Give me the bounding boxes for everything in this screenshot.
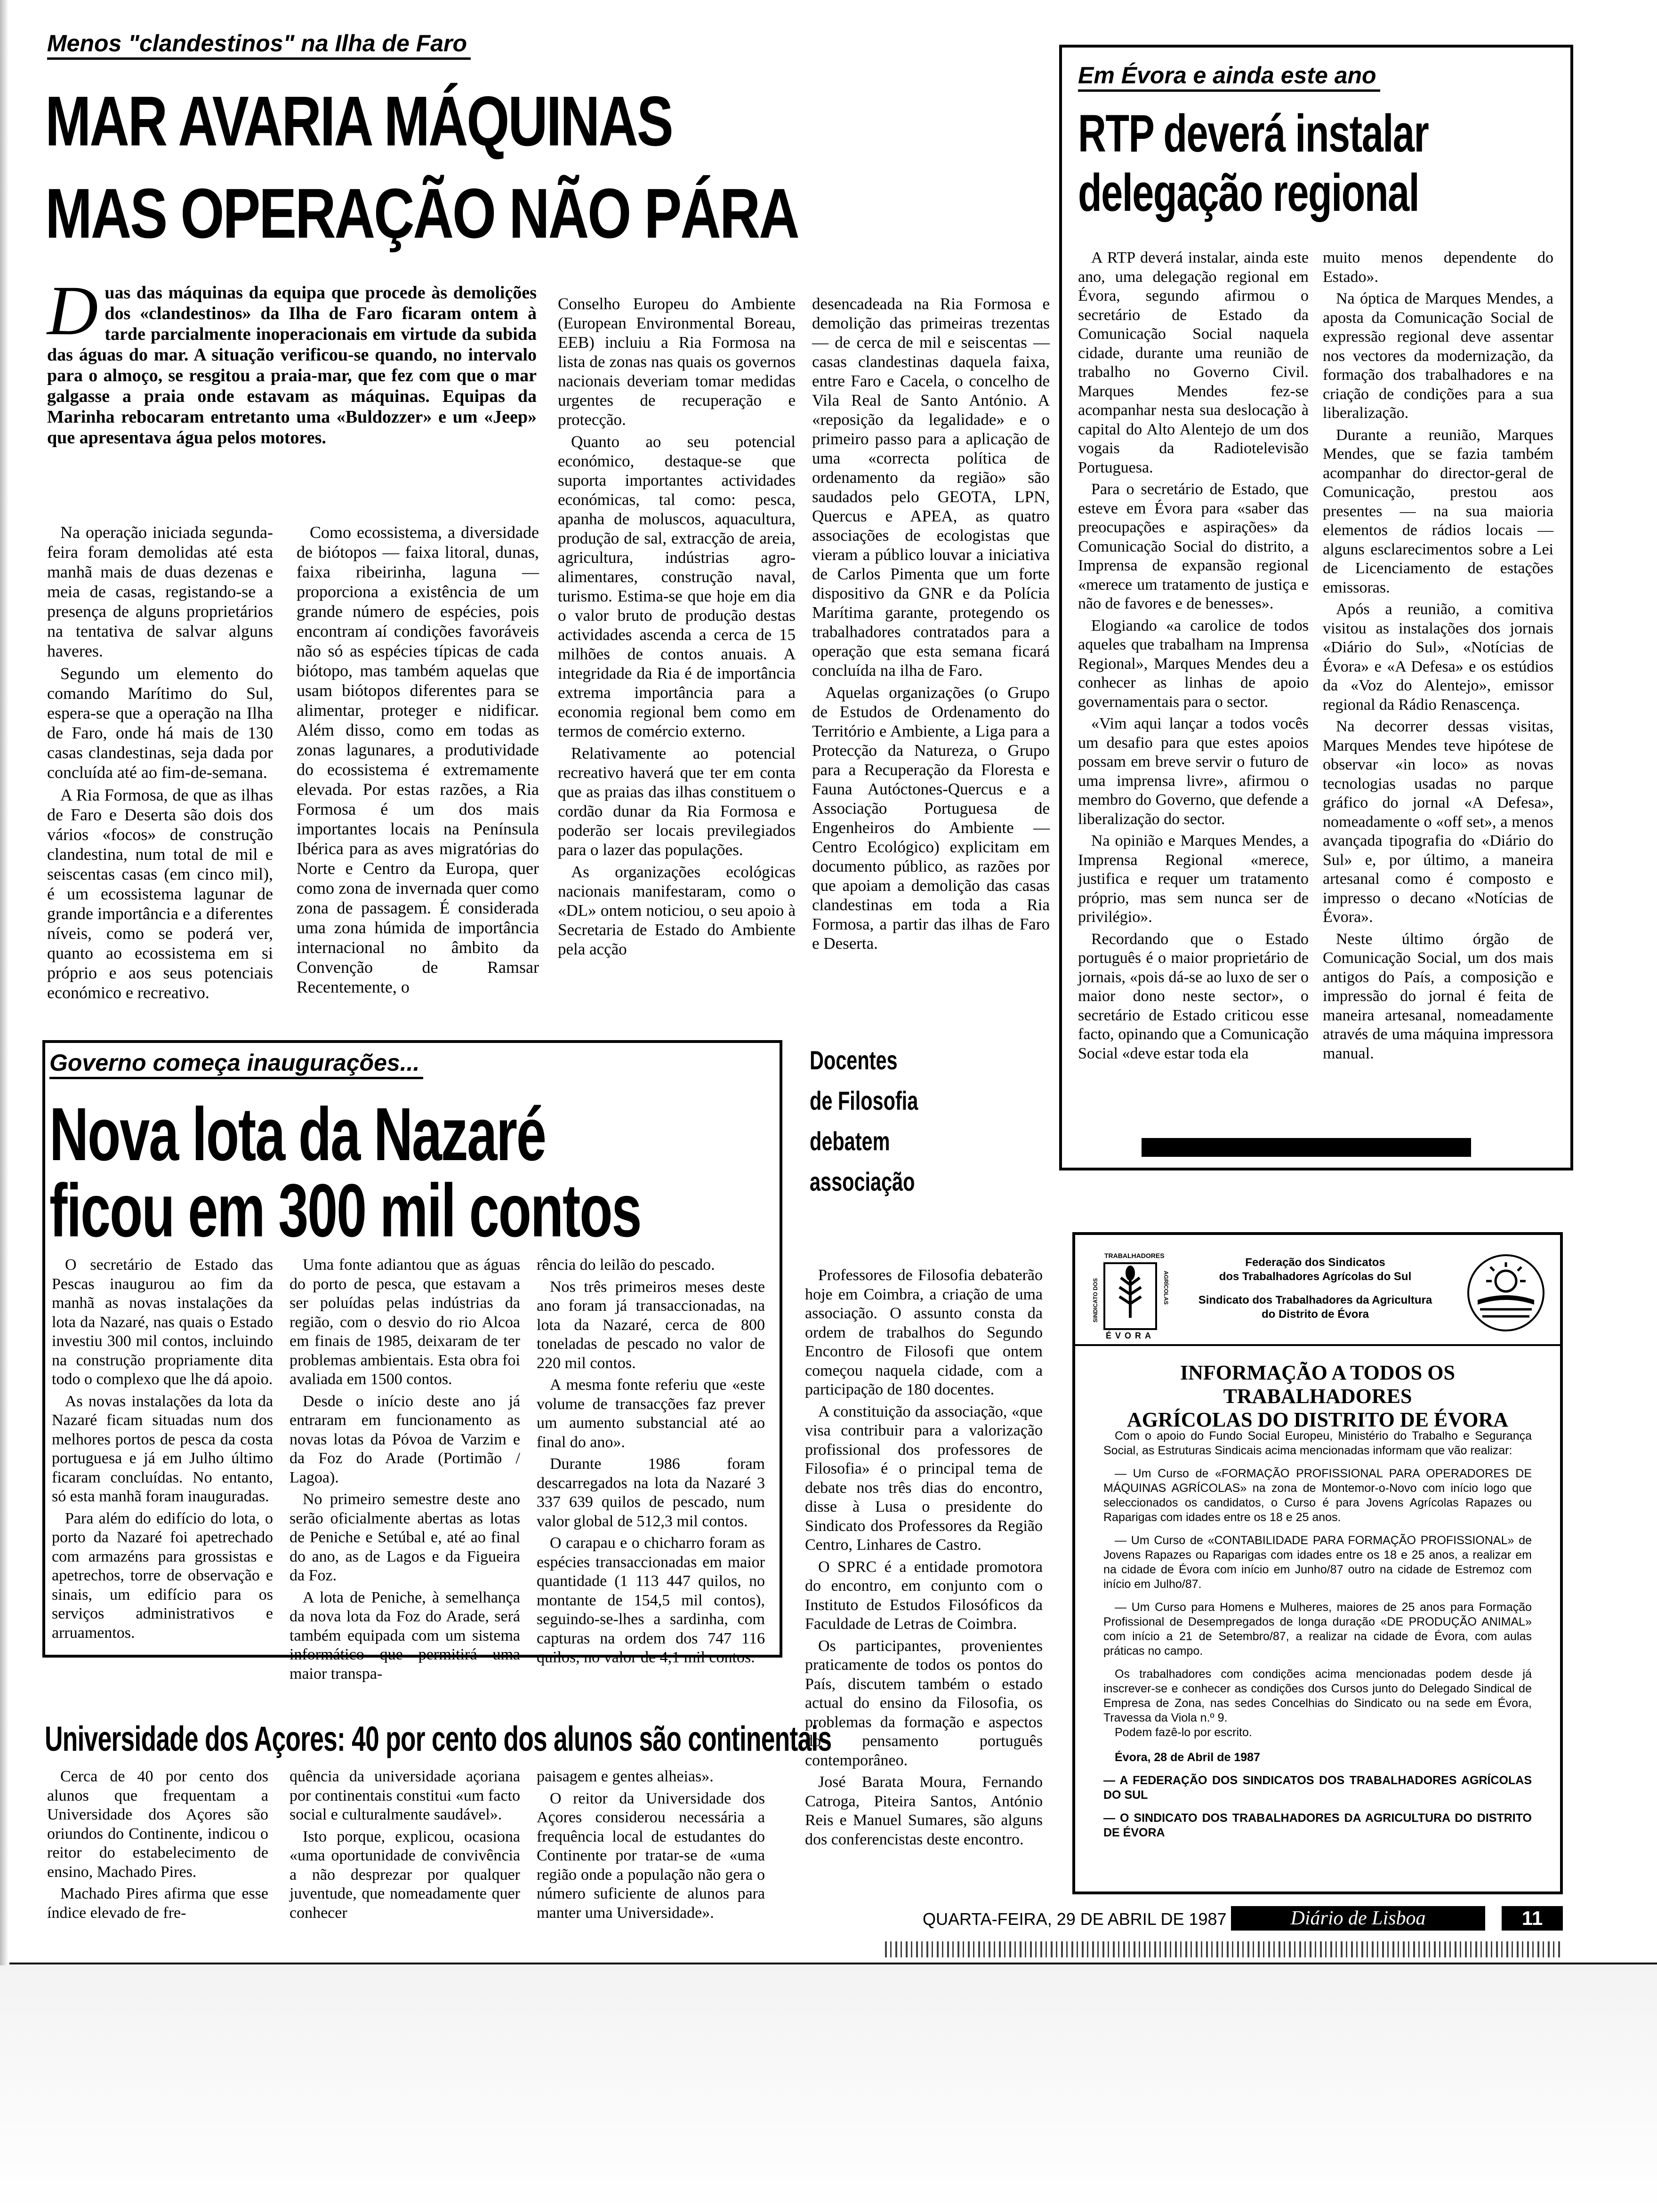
advert-title: INFORMAÇÃO A TODOS OS TRABALHADORES AGRÍCOLAS DO DISTRITO DE ÉVORA <box>1126 1361 1509 1431</box>
acores-column-3: paisagem e gentes alheias». O reitor da Universidade dos Açores considerou necessária a frequência local de estudantes do Continente por tratar-se de «uma região onde a população não gera o número suficiente de alunos para manter uma Universidade». <box>537 1768 765 1922</box>
advert-divider <box>1075 1344 1560 1346</box>
wheat-logo-icon <box>1086 1252 1175 1341</box>
article-lead: D uas das máquinas da equipa que procede às demolições dos «clandestinos» da Ilha de Faro ficaram ontem à tarde parcialmente inoperacionais em virtude da subida das águas do mar. A situação verificou-se quando, no intervalo para o almoço, se resgitou a praia-mar, que fez com que o mar galgasse a praia onde estavam as máquinas. Equipas da Marinha rebocaram entretanto uma «Buldozzer» e um «Jeep» que apresentava água pelos motores. <box>47 272 537 448</box>
headline-delegacao: delegação regional <box>1078 163 1419 222</box>
headline-nova-lota: Nova lota da Nazaré <box>49 1092 546 1176</box>
masthead: Diário de Lisboa <box>1231 1906 1485 1931</box>
scan-edge-line <box>9 1963 1657 1964</box>
scan-bottom-margin <box>0 1965 1657 2212</box>
union-logo: TRABALHADORES ÉVORA SINDICATO DOS AGRÍCOLAS <box>1086 1252 1175 1341</box>
filosofia-headline: Docentes de Filosofia debatem associação <box>810 1045 918 1196</box>
article1-column-4: desencadeada na Ria Formosa e demolição das primeiras trezentas — de cerca de mil e seiscentas — casas clandestinas daquela faixa, entre Faro e Cacela, o concelho de Vila Real de Santo António. A «reposição da legalidade» e o primeiro passo para a aplicação de uma «correcta política de ordenamento da região» são saudados pelo GEOTA, LPN, Quercus e APEA, as quatro associações de ecologistas que vieram a público louvar a iniciativa de Carlos Pimenta que um forte dispositivo da GNR e da Polícia Marítima garante, protegendo os trabalhadores contratados para a operação que esta semana ficará concluída na ilha de Faro. Aquelas organizações (o Grupo de Estudos de Ordenamento do Território e Ambiente, a Liga para a Protecção da Natureza, o Grupo para a Recuperação da Floresta e Fauna Autóctones-Quercus e a Associação Portuguesa de Engenheiros do Ambiente — Centro Ecológico) explicitam em documento público, as razões por que apoiam a demolição das casas clandestinas em toda a Ria Formosa, a partir das ilhas de Faro e Deserta. <box>812 295 1050 953</box>
footer-date: QUARTA-FEIRA, 29 DE ABRIL DE 1987 <box>923 1909 1227 1929</box>
filosofia-column: Professores de Filosofia debaterão hoje em Coimbra, a criação de uma associação. O assunto consta da ordem de trabalhos do Segundo Encontro de Filosofi que ontem começou naquela cidade, com a participação de 180 docentes. A constituição da associação, «que visa contribuir para a valorização profissional dos professores de Filosofia» é o principal tema de debate nos três dias do encontro, disse à Lusa o presidente do Sindicato dos Professores da Região Centro, Linhares de Castro. O SPRC é a entidade promotora do encontro, em conjunto com o Instituto de Estudos Filosóficos da Faculdade de Letras de Coimbra. Os participantes, provenientes praticamente de todos os pontos do País, discutem também o estado actual do ensino da Filosofia, os problemas da formação e aspectos do pensamento português contemporâneo. José Barata Moura, Fernando Catroga, Piteira Santos, António Reis e Manuel Sumares, são alguns dos conferencistas deste encontro. <box>805 1266 1043 1848</box>
headline-mar-avaria: MAR AVARIA MÁQUINAS <box>45 81 672 160</box>
page-number: 11 <box>1502 1906 1563 1931</box>
nazare-column-3: rência do leilão do pescado. Nos três primeiros meses deste ano foram já transaccionadas, na lota da Nazaré, cerca de 800 toneladas de pescado no valor de 220 mil contos. A mesma fonte referiu que «este volume de transacções faz prever um aumento substancial até ao final do ano». Durante 1986 foram descarregados na lota da Nazaré 3 337 639 quilos de pescado, num valor global de 512,3 mil contos. O carapau e o chicharro foram as espécies transaccionadas em maior quantidade (1 113 447 quilos, no montante de 154,5 mil contos), seguindo-se-lhes a sardinha, com capturas na ordem dos 747 116 quilos, no valor de 4,1 mil contos. <box>537 1256 765 1666</box>
bleed-marks <box>885 1941 1563 1957</box>
drop-cap: D <box>47 272 98 350</box>
sun-emblem <box>1461 1248 1551 1338</box>
article-kicker-governo: Governo começa inaugurações... <box>49 1049 423 1079</box>
article-kicker-evora: Em Évora e ainda este ano <box>1078 61 1380 92</box>
sun-emblem-icon <box>1461 1248 1551 1338</box>
article1-column-3: Conselho Europeu do Ambiente (European Environmental Boreau, EEB) incluiu a Ria Formosa na lista de zonas nas quais os governos nacionais deveriam tomar medidas urgentes de recuperação e protecção. Quanto ao seu potencial económico, destaque-se que suporta importantes actividades económicas, tal como: pesca, apanha de moluscos, aquacultura, produção de sal, extracção de areia, agricultura, indústrias agro-alimentares, construção naval, turismo. Estima-se que hoje em dia o valor bruto de produção destas actividades ascenda a cerca de 15 milhões de contos anuais. A integridade da Ria é de importância extrema importância para a economia regional bem como em termos de comércio externo. Relativamente ao potencial recreativo haverá que ter em conta que as praias das ilhas constituem o cordão dunar da Ria Formosa e poderão ser locais previlegiados para o lazer das populações. As organizações ecológicas nacionais manifestaram, como o «DL» ontem noticiou, o seu apoio à Secretaria de Estado do Ambiente pela acção <box>558 295 796 958</box>
acores-column-2: quência da universidade açoriana por continentais constitui «um facto social e culturalmente saudável». Isto porque, explicou, ocasiona «uma oportunidade de convivência a não desprezar por qualquer juventude, que nomeadamente quer conhecer <box>290 1768 520 1922</box>
nazare-column-1: O secretário de Estado das Pescas inaugurou ao fim da manhã as novas instalações da lota da Nazaré, nas quais o Estado investiu 300 mil contos, incluindo na construção propriamente dita todo o complexo que lhe dá apoio. As novas instalações da lota da Nazaré ficam situadas num dos melhores portos de pesca da costa portuguesa e já em Julho último ficaram concluídas. No entanto, só esta manhã foram inauguradas. Para além do edifício do lota, o porto da Nazaré foi apetrechado com armazéns para grossistas e apetrechos, torre de observação e sinais, um edifício para os serviços administrativos e arruamentos. <box>52 1256 273 1642</box>
nazare-column-2: Uma fonte adiantou que as águas do porto de pesca, que estavam a ser poluídas pelas indústrias da região, com o desvio do rio Alcoa em finais de 1985, deixaram de ter problemas ambientais. Esta obra foi avaliada em 1500 contos. Desde o início deste ano já entraram em funcionamento as novas lotas da Póvoa de Varzim e da Foz do Arade (Portimão / Lagoa). No primeiro semestre deste ano serão oficialmente abertas as lotas de Peniche e Setúbal e, até ao final do ano, as de Lagos e da Figueira da Foz. A lota de Peniche, à semelhança da nova lota da Foz do Arade, será também equipada com um sistema informático que permitirá uma maior transpa- <box>290 1256 520 1683</box>
headline-acores: Universidade dos Açores: 40 por cento dos alunos são continentais <box>45 1719 832 1758</box>
headline-rtp: RTP deverá instalar <box>1078 104 1429 163</box>
article1-column-2: Como ecossistema, a diversidade de biótopos — faixa litoral, dunas, faixa ribeirinha, laguna — proporciona a existência de um grande número de espécies, pois encontram aí condições favoráveis não só as espécies típicas de cada biótopo, mas também aquelas que usam biótopos diferentes para se alimentar, proteger e nidificar. Além disso, como em todas as zonas lagunares, a produtividade do ecossistema é extremamente elevada. Por estas razões, a Ria Formosa é um dos mais importantes locais na Península Ibérica para as aves migratórias do Norte e Centro da Europa, quer como zona de invernada quer como zona de passagem. É considerada uma zona húmida de importância internacional no âmbito da Convenção de Ramsar Recentemente, o <box>297 523 539 996</box>
advert-body: Com o apoio do Fundo Social Europeu, Ministério do Trabalho e Segurança Social, as Estruturas Sindicais acima mencionadas informam que vão realizar: — Um Curso de «FORMAÇÃO PROFISSIONAL PARA OPERADORES DE MÁQUINAS AGRÍCOLAS» na zona de Montemor-o-Novo com início logo que seleccionados os candidatos, o Curso é para Jovens Agrícolas Rapazes ou Raparigas com idades entre os 18 e 25 anos. — Um Curso de «CONTABILIDADE PARA FORMAÇÃO PROFISSIONAL» de Jovens Rapazes ou Raparigas com idades entre os 18 e 25 anos, a realizar em na cidade de Évora com início em Junho/87 outro na cidade de Estremoz com início em Julho/87. — Um Curso para Homens e Mulheres, maiores de 25 anos para Formação Profissional de Desempregados de longa duração «DE PRODUÇÃO ANIMAL» com início a 21 de Setembro/87, a realizar na cidade de Évora, com aulas práticas no campo. Os trabalhadores com condições acima mencionadas podem desde já inscrever-se e conhecer as condições dos Cursos junto do Delegado Sindical de Empresa de Zona, nas sedes Concelhias do Sindicato ou na sede em Évora, Travessa da Viola n.º 9. Podem fazê-lo por escrito. Évora, 28 de Abril de 1987 — A FEDERAÇÃO DOS SINDICATOS DOS TRABALHADORES AGRÍCOLAS DO SUL — O SINDICATO DOS TRABALHADORES DA AGRICULTURA DO DISTRITO DE ÉVORA <box>1103 1429 1532 1839</box>
headline-300-mil: ficou em 300 mil contos <box>49 1168 641 1252</box>
rtp-column-2: muito menos dependente do Estado». Na óptica de Marques Mendes, a aposta da Comunicação Social de expressão regional deve assentar nos vectores da modernização, da formação dos trabalhadores e na criação de condições para a sua liberalização. Durante a reunião, Marques Mendes, que se fazia também acompanhar do director-geral de Comunicação, prestou aos presentes — na sua maioria elementos de rádios locais — alguns esclarecimentos sobre a Lei de Licenciamento de estações emissoras. Após a reunião, a comitiva visitou as instalações dos jornais «Diário do Sul», «Notícias de Évora» e «A Defesa» e os estúdios da «Voz do Alentejo», emissor regional da Rádio Renascença. Na decorrer dessas visitas, Marques Mendes teve hipótese de observar «in loco» as novas tecnologias usadas no parque gráfico do jornal «A Defesa», nomeadamente o «off set», a menos avançada tipografia do «Diário do Sul» e, por último, a maneira artesanal como é composto e impresso o decano «Notícias de Évora». Neste último órgão de Comunicação Social, um dos mais antigos do País, a composição e impressão do jornal é feita de maneira artesanal, nomeadamente através de uma máquina impressora manual. <box>1323 249 1553 1062</box>
union-advert: TRABALHADORES ÉVORA SINDICATO DOS AGRÍCOLAS Federação dos Sindicatos dos Trabalhadores Agrícolas do Sul Sindicato dos Trabalhadores da Agricultura do Distrito de Évora INFORMAÇÃO A TODOS OS TRABALHADORES AGRÍCOLAS DO DISTRITO DE ÉVORA Com o apoio do Fundo Social Europeu, Ministério do Trabalho e Segurança Social, as Estruturas Sindicais acima mencionadas informam que vão realizar: — Um Curso de «FORMAÇÃO PROFISSIONAL PARA OPERADORES DE MÁQUINAS AGRÍCOLAS» na zona de Montemor-o-Novo com início logo que seleccionados os candidatos, o Curso é para Jovens Agrícolas Rapazes ou Raparigas com idades entre os 18 e 25 anos. — Um Curso de «CONTABILIDADE PARA FORMAÇÃO PROFISSIONAL» de Jovens Rapazes ou Raparigas com idades entre os 18 e 25 anos, a realizar em na cidade de Évora com início em Junho/87 outro na cidade de Estremoz com início em Julho/87. — Um Curso para Homens e Mulheres, maiores de 25 anos para Formação Profissional de Desempregados de longa duração «DE PRODUÇÃO ANIMAL» com início a 21 de Setembro/87, a realizar na cidade de Évora, com aulas práticas no campo. Os trabalhadores com condições acima mencionadas podem desde já inscrever-se e conhecer as condições dos Cursos junto do Delegado Sindical de Empresa de Zona, nas sedes Concelhias do Sindicato ou na sede em Évora, Travessa da Viola n.º 9. Podem fazê-lo por escrito. Évora, 28 de Abril de 1987 — A FEDERAÇÃO DOS SINDICATOS DOS TRABALHADORES AGRÍCOLAS DO SUL — O SINDICATO DOS TRABALHADORES DA AGRICULTURA DO DISTRITO DE ÉVORA <box>1072 1232 1563 1894</box>
headline-operacao: MAS OPERAÇÃO NÃO PÁRA <box>45 174 798 253</box>
scan-left-edge <box>0 0 8 2212</box>
article1-column-1: Na operação iniciada segunda-feira foram demolidas até esta manhã mais de duas dezenas e meia de casas, registando-se a presença de alguns proprietários na tentativa de salvar alguns haveres. Segundo um elemento do comando Marítimo do Sul, espera-se que a operação na Ilha de Faro, onde há mais de 130 casas clandestinas, seja dada por concluída até ao fim-de-semana. A Ria Formosa, de que as ilhas de Faro e Deserta são dois dos vários «focos» de construção clandestina, num total de mil e seiscentas casas (em cinco mil), é um ecossistema lagunar de grande importância e a diferentes níveis, como se poderá ver, quanto ao ecossistema em si próprio e aos seus potenciais económico e recreativo. <box>47 523 273 1002</box>
article-kicker-faro: Menos "clandestinos" na Ilha de Faro <box>47 29 471 60</box>
continuation-bar <box>1142 1138 1471 1157</box>
rtp-column-1: A RTP deverá instalar, ainda este ano, uma delegação regional em Évora, segundo afirmou o secretário de Estado da Comunicação Social naquela cidade, durante uma reunião de trabalho no Governo Civil. Marques Mendes fez-se acompanhar nesta sua deslocação à capital do Alto Alentejo de um dos vogais da Radiotelevisão Portuguesa. Para o secretário de Estado, que esteve em Évora para «saber das preocupações e aspirações» da Comunicação Social do distrito, a Imprensa de expansão regional «merece um tratamento de justiça e não de favores e de benesses». Elogiando «a carolice de todos aqueles que trabalham na Imprensa Regional», Marques Mendes deu a conhecer as linhas de apoio governamentais para o sector. «Vim aqui lançar a todos vocês um desafio para que estes apoios possam em breve servir o futuro de uma imprensa livre», afirmou o membro do Governo, que defende a liberalização do sector. Na opinião e Marques Mendes, a Imprensa Regional «merece, justifica e requer um tratamento próprio, mas sem nunca ser de privilégio». Recordando que o Estado português é o maior proprietário de jornais, «pois dá-se ao luxo de ser o maior dono neste sector», o secretário de Estado criticou esse facto, opinando que a Comunicação Social «deve estar toda ela <box>1078 249 1309 1062</box>
acores-column-1: Cerca de 40 por cento dos alunos que frequentam a Universidade dos Açores são oriundos do Continente, indicou o reitor do estabelecimento de ensino, Machado Pires. Machado Pires afirma que esse índice elevado de fre- <box>47 1768 268 1922</box>
